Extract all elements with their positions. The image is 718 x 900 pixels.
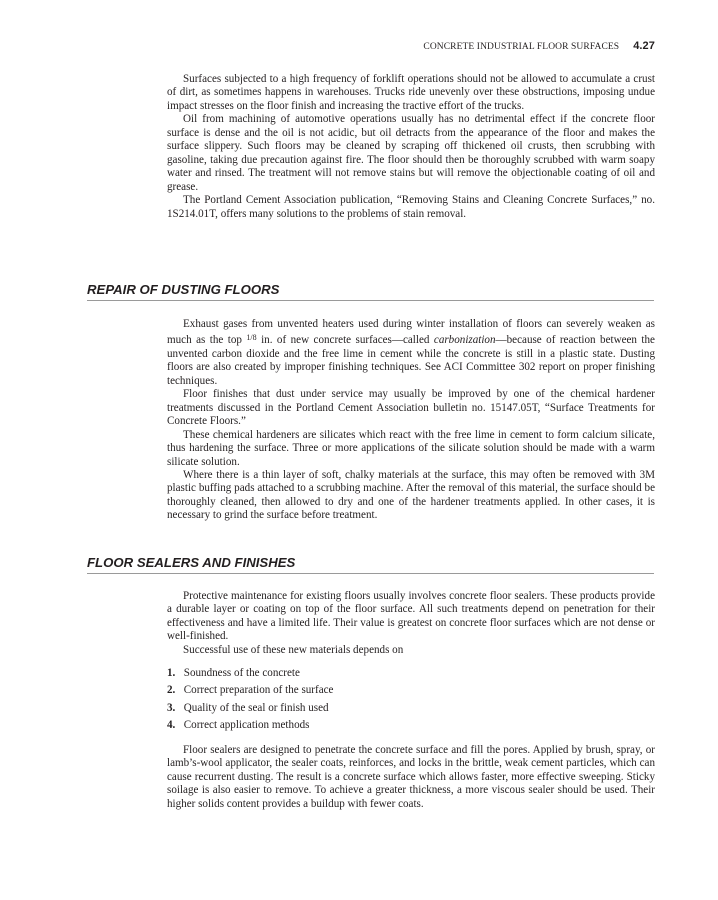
list-text: Soundness of the concrete [183,667,300,679]
paragraph: Protective maintenance for existing floors usually involves concrete floor sealers. These products provide a durable layer or coating on top of the floor surface. All such treatments depend on penetration for their effectiveness and have a limited life. Their value is greatest on concrete floor surfaces which are not dense or well-finished. [167,590,655,643]
paragraph-text: in. of new concrete surfaces—called [256,334,434,347]
list-item [167,702,655,715]
running-head [165,40,655,52]
italic-term: carbonization [433,334,496,347]
paragraph: Oil from machining of automotive operations usually has no detrimental effect if the concrete floor surface is dense and the oil is not acidic, but oil detracts from the appearance of the floor and makes the surface slippery. Such floors may be cleaned by scraping off thickened oil crusts, then scrubbing with gasoline, taking due precaution against fire. The floor should then be thoroughly scrubbed with warm soapy water and rinsed. The treatment will not remove stains but will remove the objectionable coating of oil and grease. [167,113,655,193]
list-text: Correct preparation of the surface [183,684,334,697]
list-item [167,684,655,697]
section-floor-sealers-closing-text [167,744,655,811]
list-text: Correct application methods [183,718,310,731]
list-text: Quality of the seal or finish used [183,701,329,714]
intro-text [167,73,655,221]
list-number: 1. [167,667,176,679]
requirements-list [167,667,655,736]
section-heading-repair-dusting: REPAIR OF DUSTING FLOORS [87,282,654,301]
paragraph-text: Exhaust gases from unvented heaters used during winter installation of floors can severely weaken as much as the top [167,318,655,347]
list-number: 2. [167,684,176,697]
section-repair-dusting-text [167,318,655,523]
list-number: 3. [167,701,176,714]
paragraph: The Portland Cement Association publication, “Removing Stains and Cleaning Concrete Surfaces,” no. 1S214.01T, offers many solutions to the problems of stain removal. [167,194,655,220]
list-item [167,667,655,680]
list-item [167,719,655,732]
fraction: 1/8 [246,333,257,343]
paragraph: Surfaces subjected to a high frequency of forklift operations should not be allowed to accumulate a crust of dirt, as sometimes happens in warehouses. Trucks ride unevenly over these obstructions, imposing undue impact stresses on the floor finish and increasing the tractive effort of the trucks. [167,73,655,112]
paragraph [167,318,655,388]
paragraph: Where there is a thin layer of soft, chalky materials at the surface, this may often be removed with 3M plastic buffing pads attached to a scrubbing machine. After the removal of this material, the surface should be thoroughly cleaned, then allowed to dry and one of the hardener treatments applied. In other cases, it is necessary to grind the surface before treatment. [167,468,655,522]
page-number: 4.27 [633,40,655,52]
section-floor-sealers-text [167,590,655,657]
section-heading-floor-sealers: FLOOR SEALERS AND FINISHES [87,555,654,574]
list-number: 4. [167,718,176,731]
paragraph: Floor sealers are designed to penetrate the concrete surface and fill the pores. Applied by brush, spray, or lamb’s-wool applicator, the sealer coats, reinforces, and locks in the brittle, weak cement particles, which can cause recurrent dusting. The result is a concrete surface which allows faster, more effective sweeping. Sticky soilage is also easier to remove. To achieve a greater thickness, a more viscous sealer should be used. Their higher solids content provides a buildup with fewer coats. [167,744,655,810]
running-title: CONCRETE INDUSTRIAL FLOOR SURFACES [423,42,620,52]
paragraph-text: —because of reaction between the unvented carbon dioxide and the free lime in cement while the concrete is still in a plastic state. Dusting floors are also created by improper finishing techniques. See ACI Committee 302 report on proper finishing techniques. [167,334,655,387]
paragraph: Successful use of these new materials depends on [183,643,404,656]
paragraph: Floor finishes that dust under service may usually be improved by one of the chemical hardener treatments discussed in the Portland Cement Association bulletin no. 15147.05T, “Surface Treatments for Concrete Floors.” [167,388,655,428]
paragraph: These chemical hardeners are silicates which react with the free lime in cement to form calcium silicate, thus hardening the surface. Three or more applications of the silicate solution should be made with a warm silicate solution. [167,428,655,468]
